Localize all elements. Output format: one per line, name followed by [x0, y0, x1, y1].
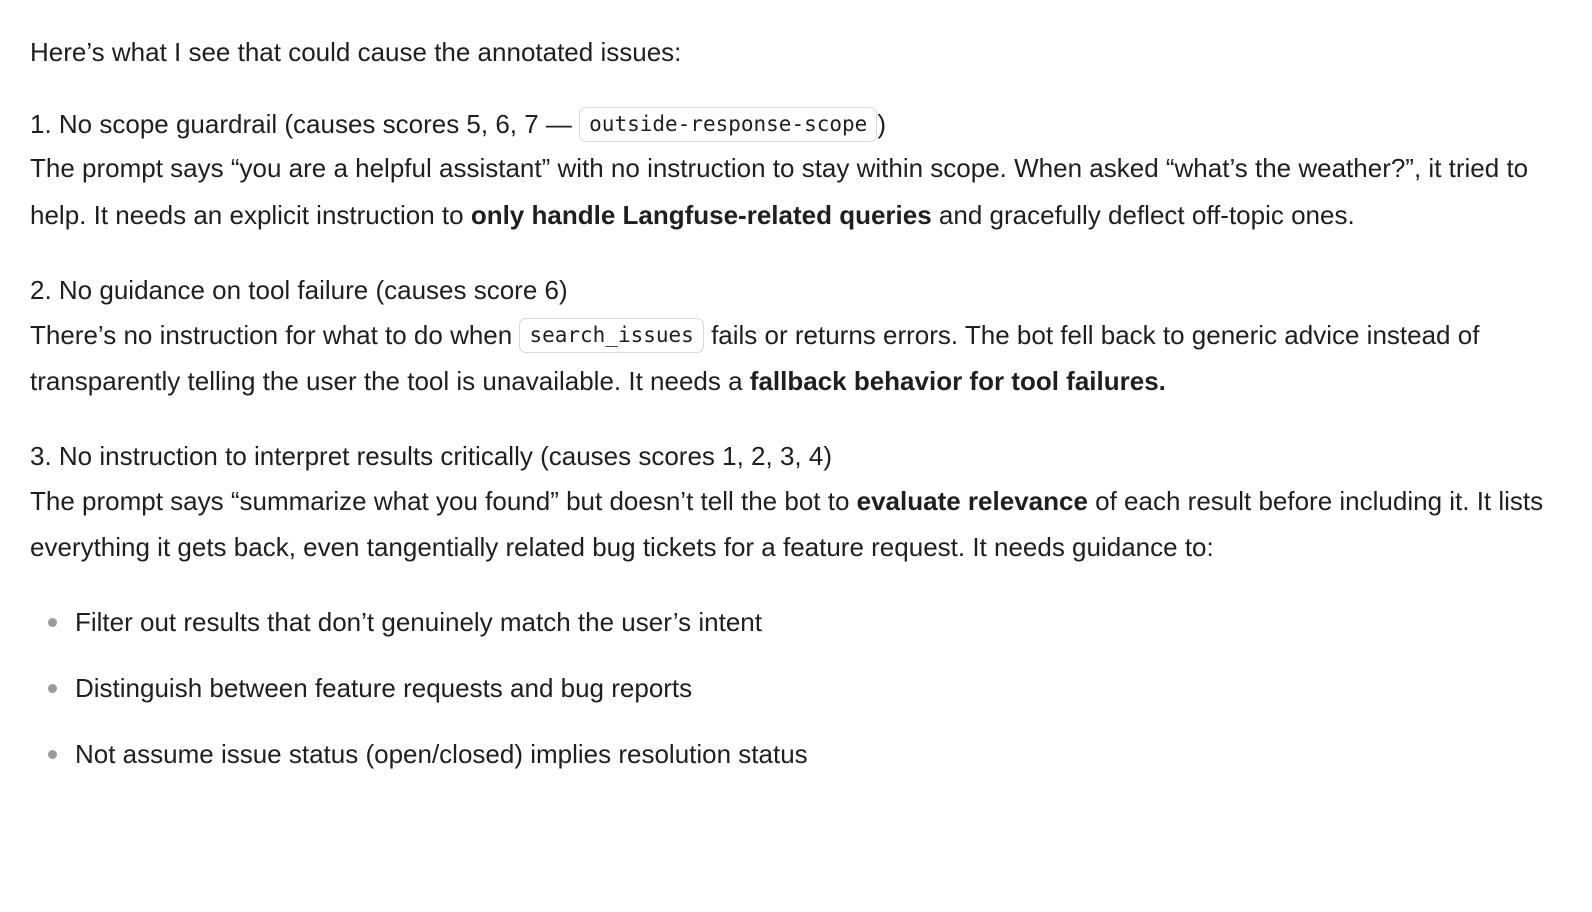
- issue-2-body-part2: fails or returns errors. The bot fell back to generic advice instead of transparently telling the user the tool is unavailable. It needs a: [30, 319, 1480, 396]
- issue-3-body-part2: of each result before including it. It lists everything it gets back, even tangentially related bug tickets for a feature request. It needs guidance to:: [30, 485, 1544, 563]
- issue-1-body: [30, 145, 1548, 238]
- list-item: Filter out results that don’t genuinely match the user’s intent: [30, 604, 1548, 642]
- list-item: Not assume issue status (open/closed) implies resolution status: [30, 736, 1548, 774]
- issue-2-body-part1: There’s no instruction for what to do when: [30, 319, 520, 350]
- issue-3-emphasis: evaluate relevance: [856, 485, 1088, 516]
- code-search-issues: search_issues: [519, 318, 703, 353]
- list-item: Distinguish between feature requests and bug reports: [30, 670, 1548, 708]
- issue-1-heading: [30, 106, 1548, 144]
- issue-section-2: [30, 272, 1548, 404]
- issue-3-body-part1: The prompt says “summarize what you found” but doesn’t tell the bot to: [30, 485, 857, 516]
- issue-section-3: [30, 438, 1548, 570]
- guidance-bullet-list: [30, 604, 1548, 773]
- issue-3-heading: 3. No instruction to interpret results critically (causes scores 1, 2, 3, 4): [30, 441, 832, 472]
- issue-1-heading-suffix: ): [877, 108, 886, 139]
- issue-2-body: [30, 312, 1548, 405]
- issue-3-body: [30, 478, 1548, 571]
- issue-1-emphasis: only handle Langfuse-related queries: [470, 199, 932, 230]
- issue-2-heading: 2. No guidance on tool failure (causes score 6): [30, 274, 568, 305]
- intro-paragraph: Here’s what I see that could cause the annotated issues:: [30, 37, 682, 67]
- issue-2-emphasis: fallback behavior for tool failures.: [749, 365, 1166, 396]
- issue-1-body-part1: The prompt says “you are a helpful assistant” with no instruction to stay within scope. When asked “what’s the weather?”, it tried to help. It needs an explicit instruction to: [30, 153, 1529, 230]
- code-outside-response-scope: outside-response-scope: [579, 107, 877, 142]
- issue-1-heading-prefix: 1. No scope guardrail (causes scores 5, 6, 7 —: [30, 108, 580, 139]
- issue-1-body-part2: and gracefully deflect off-topic ones.: [931, 199, 1355, 230]
- issue-section-1: [30, 106, 1548, 238]
